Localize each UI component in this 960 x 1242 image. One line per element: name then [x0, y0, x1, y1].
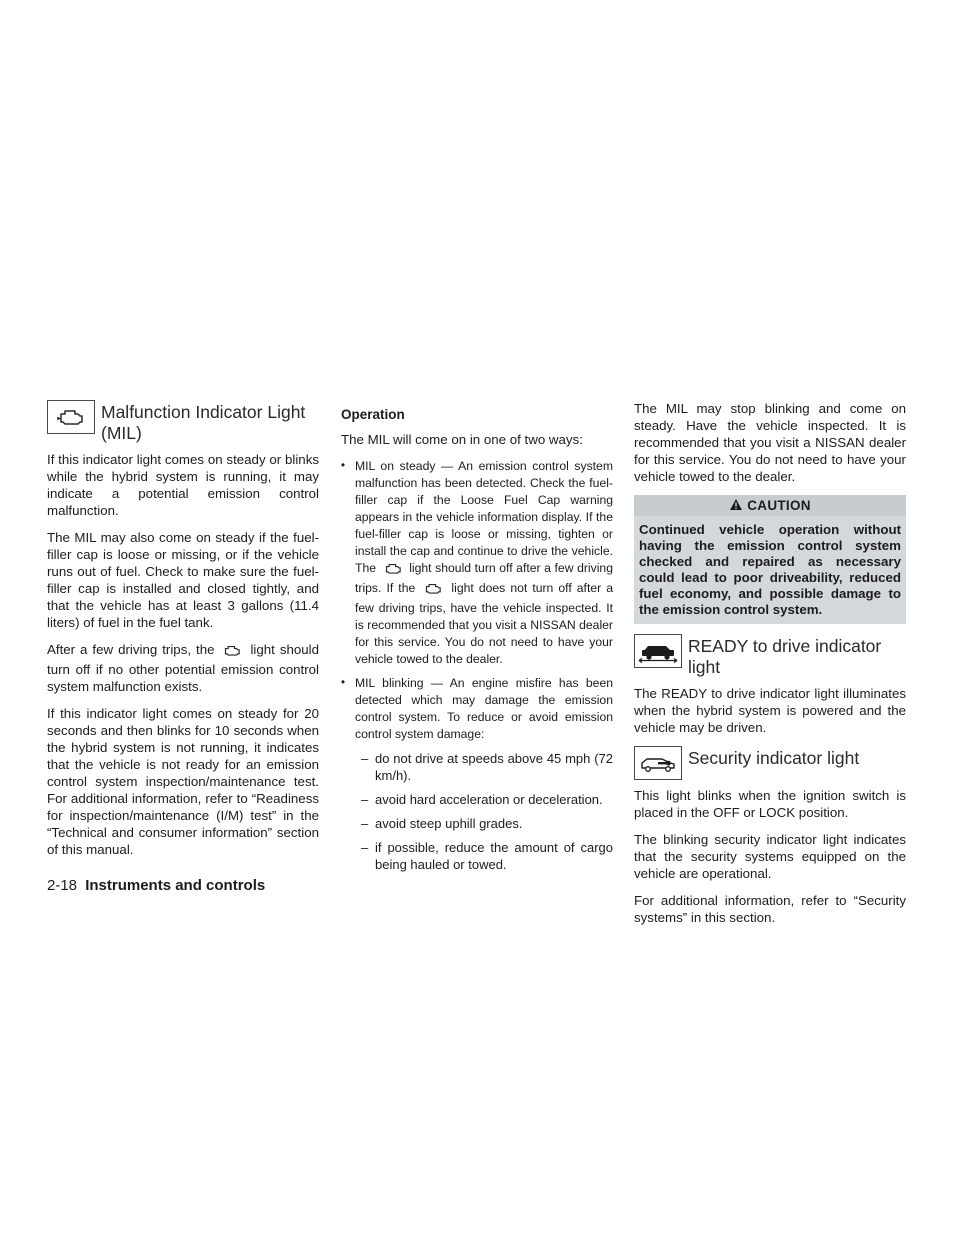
security-section-header: [634, 746, 906, 780]
car-key-icon: [634, 746, 682, 780]
dash-item-text: do not drive at speeds above 45 mph (72 km/h).: [375, 751, 613, 783]
bullet-icon: •: [341, 460, 346, 472]
dash-item-text: if possible, reduce the amount of cargo being hauled or towed.: [375, 840, 613, 872]
security-title: Security indicator light: [688, 748, 860, 768]
car-arrows-icon: [634, 634, 682, 668]
bullet-1-text-b: light should turn off after a few driving trips. If the: [355, 561, 613, 595]
security-paragraph-3: For additional information, refer to “Security systems” in this section.: [634, 893, 906, 925]
engine-icon: [222, 644, 242, 661]
bullet-icon: •: [341, 677, 346, 689]
security-paragraph-2: The blinking security indicator light indicates that the security systems equipped on the vehicle are operational.: [634, 832, 906, 881]
page-number: 2-18: [47, 877, 78, 894]
caution-body: Continued vehicle operation without having the emission control system checked and repaired as necessary could lead to poor driveability, reduced fuel economy, and possible damage to the emission control system.: [639, 522, 901, 617]
column-1: [47, 400, 319, 868]
page-footer: [47, 877, 265, 894]
bullet-1-text-c: light does not turn off after a few driving trips, have the vehicle inspected. It is recommended that you visit a NISSAN dealer for this service. You do not need to have your vehicle towed to the dealer.: [355, 581, 614, 666]
mil-section-header: [47, 400, 319, 444]
ready-title: READY to drive indicator light: [688, 636, 882, 677]
column-3: [634, 400, 906, 936]
caution-box: [634, 495, 906, 624]
column-2: [341, 400, 613, 880]
mil-paragraph-3-start: After a few driving trips, the: [47, 642, 215, 657]
operation-intro: The MIL will come on in one of two ways:: [341, 432, 583, 447]
mil-paragraph-2: The MIL may also come on steady if the fuel-filler cap is loose or missing, or if the vehicle runs out of fuel. Check to make sure the fuel-filler cap is installed and closed tightly, and that the vehicle has at least 3 gallons (11.4 liters) of fuel in the fuel tank.: [47, 530, 319, 630]
list-item: – avoid steep uphill grades.: [361, 815, 613, 832]
mil-paragraph-3-end: light should turn off if no other potential emission control system malfunction exists.: [47, 642, 320, 694]
dash-item-text: avoid steep uphill grades.: [375, 816, 523, 831]
dash-item-text: avoid hard acceleration or deceleration.: [375, 792, 603, 807]
mil-paragraph-3: [47, 641, 319, 695]
mil-title: Malfunction Indicator Light (MIL): [101, 402, 306, 443]
chapter-title: Instruments and controls: [85, 877, 266, 894]
ready-section-header: [634, 634, 906, 678]
list-item: [341, 675, 613, 743]
security-paragraph-1: This light blinks when the ignition switch is placed in the OFF or LOCK position.: [634, 788, 906, 820]
list-item: – do not drive at speeds above 45 mph (72 km/h).: [361, 751, 613, 783]
engine-icon: [383, 562, 403, 580]
caution-heading: CAUTION: [747, 498, 811, 513]
mil-paragraph-1: If this indicator light comes on steady or blinks while the hybrid system is running, it may indicate a potential emission control malfunction.: [47, 452, 319, 518]
operation-continued: The MIL may stop blinking and come on steady. Have the vehicle inspected. It is recommended that you visit a NISSAN dealer for this service. You do not need to have your vehicle towed to the dealer.: [634, 401, 906, 484]
bullet-2-text: MIL blinking — An engine misfire has been detected which may damage the emission control system. To reduce or avoid emission control system damage:: [355, 676, 613, 741]
list-item: [341, 458, 613, 668]
ready-body: The READY to drive indicator light illuminates when the hybrid system is powered and the vehicle may be driven.: [634, 686, 906, 735]
warning-icon: [729, 498, 747, 513]
engine-icon: [47, 400, 95, 434]
operation-heading: Operation: [341, 407, 405, 422]
caution-header: [634, 495, 906, 516]
list-item: – avoid hard acceleration or deceleration.: [361, 791, 613, 808]
list-item: – if possible, reduce the amount of cargo being hauled or towed.: [361, 840, 613, 872]
mil-paragraph-4: If this indicator light comes on steady for 20 seconds and then blinks for 10 seconds when the hybrid system is not running, it indicates that the vehicle is not ready for an emission control system inspection/maintenance test. For additional information, refer to “Readiness for inspection/maintenance (I/M) test” in the “Technical and consumer information” section of this manual.: [47, 706, 319, 857]
engine-icon: [423, 582, 443, 600]
bullet-1-text-a: MIL on steady — An emission control system malfunction has been detected. Check the fuel-filler cap if the Loose Fuel Cap warning appears in the vehicle information display. If the fuel-filler cap is loose or missing, tighten or install the cap and continue to drive the vehicle. The: [355, 459, 613, 575]
